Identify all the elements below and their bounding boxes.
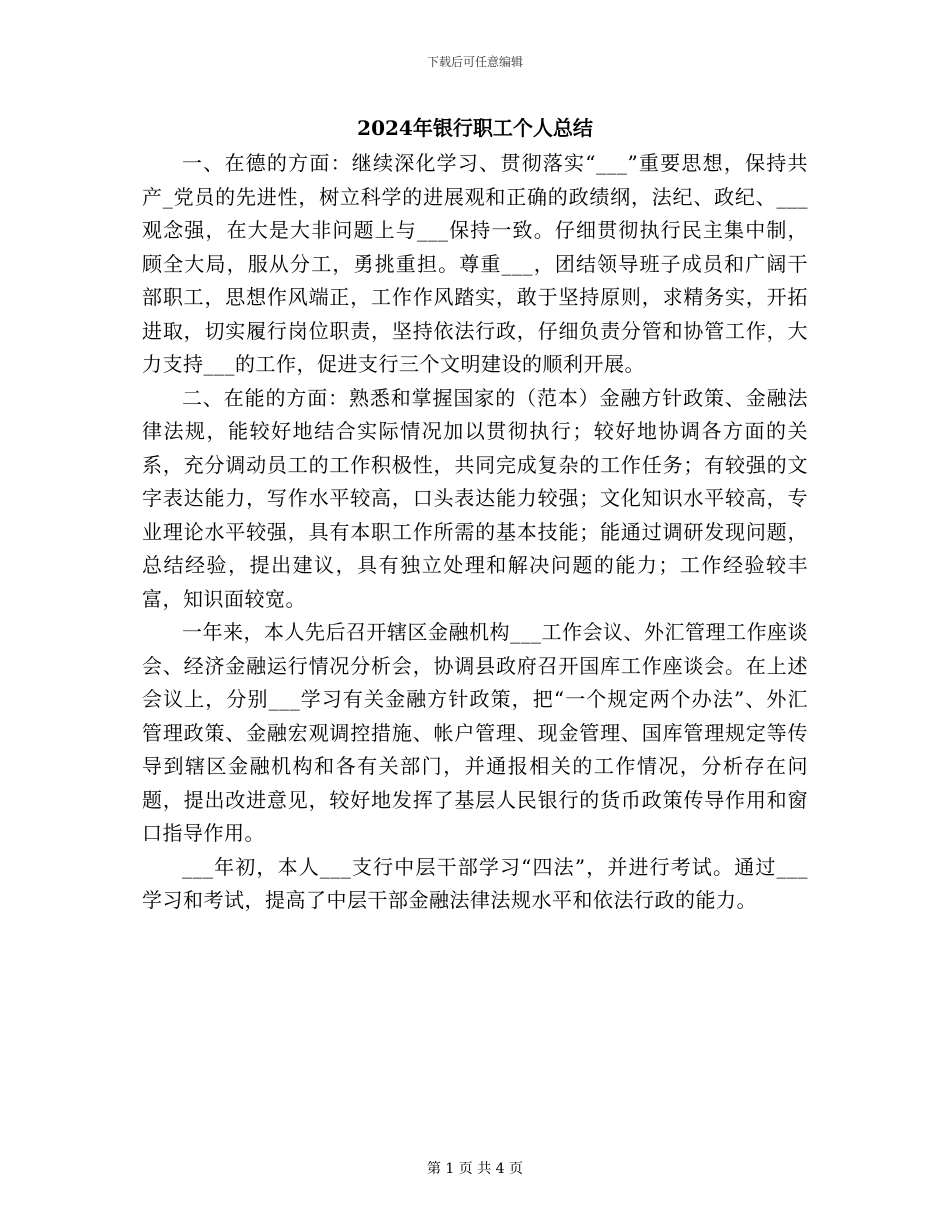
paragraph-training: ___年初，本人___支行中层干部学习“四法”，并进行考试。通过___学习和考试，提高了中层干部金融法律法规水平和依法行政的能力。: [142, 854, 808, 912]
document-body: [142, 147, 808, 918]
header-note: 下载后可任意编辑: [426, 55, 523, 69]
page-number: 第 1 页 共 4 页: [426, 1161, 524, 1177]
paragraph-ability: 二、在能的方面：熟悉和掌握国家的（范本）金融方针政策、金融法律法规，能较好地结合实际情况加以贯彻执行；较好地协调各方面的关系，充分调动员工的工作积极性，共同完成复杂的工作任务；有较强的文字表达能力，写作水平较高，口头表达能力较强；文化知识水平较高，专业理论水平较强，具有本职工作所需的基本技能；能通过调研发现问题，总结经验，提出建议，具有独立处理和解决问题的能力；工作经验较丰富，知识面较宽。: [142, 385, 808, 611]
document-title: 2024年银行职工个人总结: [357, 116, 593, 140]
paragraph-morality: 一、在德的方面：继续深化学习、贯彻落实“___”重要思想，保持共产_党员的先进性，树立科学的进展观和正确的政绩纲，法纪、政纪、___观念强，在大是大非问题上与___保持一致。仔细贯彻执行民主集中制，顾全大局，服从分工，勇挑重担。尊重___，团结领导班子成员和广阔干部职工，思想作风端正，工作作风踏实，敢于坚持原则，求精务实，开拓进取，切实履行岗位职责，坚持依法行政，仔细负责分管和协管工作，大力支持___的工作，促进支行三个文明建设的顺利开展。: [142, 151, 808, 376]
paragraph-meetings: 一年来，本人先后召开辖区金融机构___工作会议、外汇管理工作座谈会、经济金融运行情况分析会，协调县政府召开国库工作座谈会。在上述会议上，分别___学习有关金融方针政策，把“一个规定两个办法”、外汇管理政策、金融宏观调控措施、帐户管理、现金管理、国库管理规定等传导到辖区金融机构和各有关部门，并通报相关的工作情况，分析存在问题，提出改进意见，较好地发挥了基层人民银行的货币政策传导作用和窗口指导作用。: [142, 620, 808, 845]
